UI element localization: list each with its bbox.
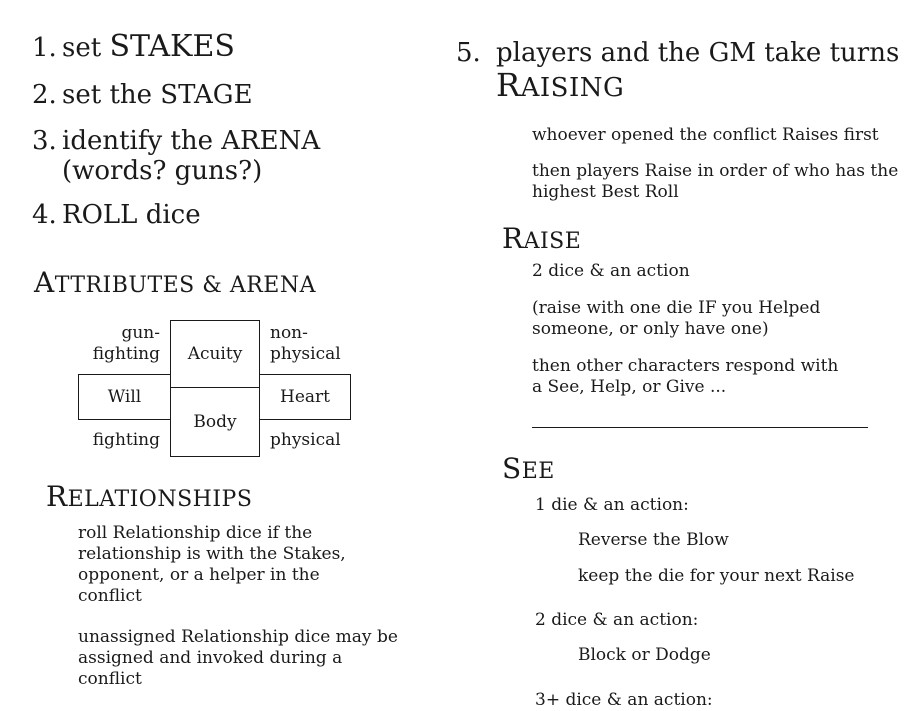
relationships-paragraph-1: roll Relationship dice if the relationship is with the Stakes, opponent, or a helper in the conflict: [78, 523, 346, 606]
step-4: 4. ROLL dice: [32, 200, 201, 230]
raise-line-3: then other characters respond with a See, Help, or Give ...: [532, 356, 839, 397]
label-nonphysical: non- physical: [270, 323, 341, 364]
raise-order-2: then players Raise in order of who has the highest Best Roll: [532, 161, 899, 202]
step-keyword: STAGE: [160, 80, 253, 110]
raise-order-1: whoever opened the conflict Raises first: [532, 125, 879, 145]
attributes-heading: ATTRIBUTES & ARENA: [34, 266, 316, 299]
step-number: 2.: [32, 80, 57, 110]
cell-will: Will: [78, 374, 171, 420]
step-3: 3. identify the ARENA (words? guns?): [32, 126, 321, 186]
relationships-heading: RELATIONSHIPS: [46, 480, 253, 513]
raise-line-1: 2 dice & an action: [532, 261, 690, 281]
raise-heading: RAISE: [502, 222, 582, 255]
label-gunfighting: gun- fighting: [92, 323, 160, 364]
step-5: 5. players and the GM take turns: [456, 38, 900, 68]
step-keyword: STAKES: [109, 29, 235, 64]
label-physical: physical: [270, 430, 341, 450]
step-number: 3.: [32, 126, 57, 156]
cell-body: Body: [170, 387, 260, 457]
see-heading: SEE: [502, 452, 555, 485]
see-block-dodge: Block or Dodge: [578, 645, 711, 665]
see-one-die: 1 die & an action:: [535, 495, 689, 515]
raising-keyword: RAISING: [496, 66, 625, 104]
step-number: 4.: [32, 200, 57, 230]
see-keep-die: keep the die for your next Raise: [578, 566, 855, 586]
step-1: 1. set STAKES: [32, 29, 235, 64]
relationships-paragraph-2: unassigned Relationship dice may be assigned and invoked during a conflict: [78, 627, 398, 689]
see-reverse-blow: Reverse the Blow: [578, 530, 729, 550]
see-two-dice: 2 dice & an action:: [535, 610, 699, 630]
step-keyword: ROLL: [62, 200, 138, 230]
see-three-dice: 3+ dice & an action:: [535, 690, 713, 710]
step-2: 2. set the STAGE: [32, 80, 253, 110]
step-number: 5.: [456, 38, 481, 68]
label-fighting: fighting: [92, 430, 160, 450]
cell-heart: Heart: [259, 374, 351, 420]
divider: [532, 427, 868, 428]
cell-acuity: Acuity: [170, 320, 260, 388]
raise-line-2: (raise with one die IF you Helped someone, or only have one): [532, 298, 821, 339]
step-number: 1.: [32, 33, 57, 63]
